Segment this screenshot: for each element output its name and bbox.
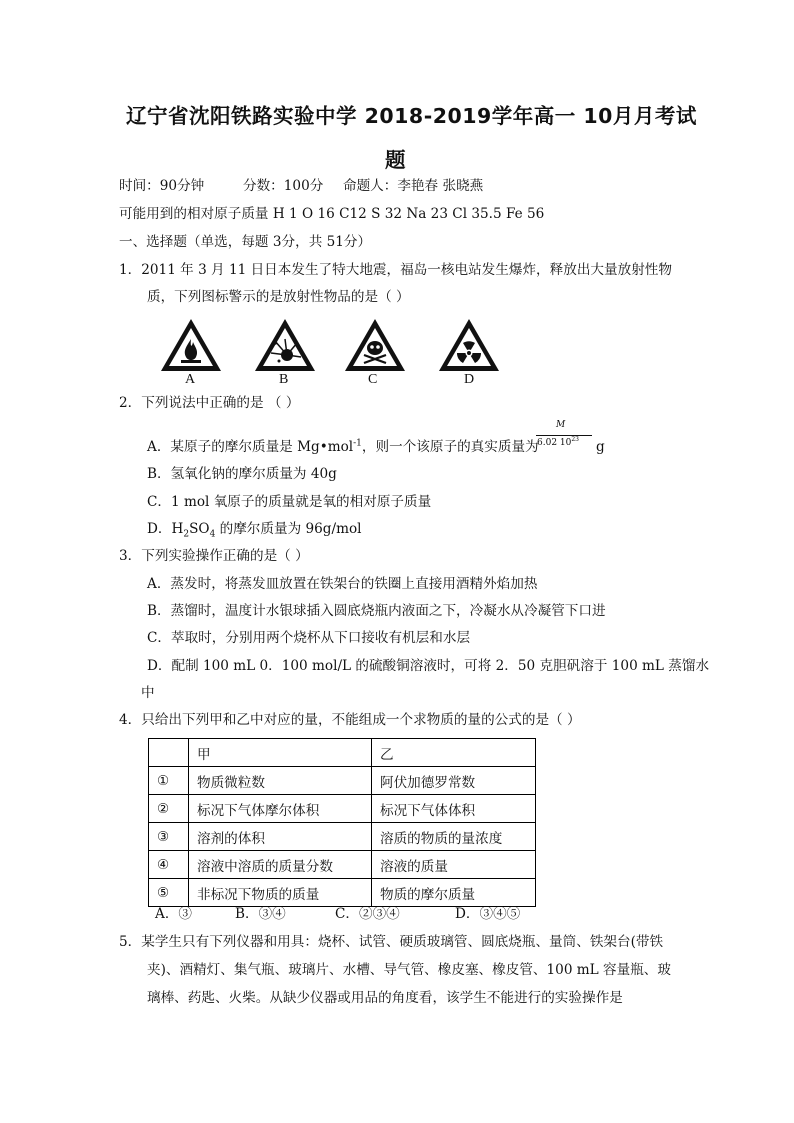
q3-option-b: B．蒸馏时，温度计水银球插入圆底烧瓶内液面之下，冷凝水从冷凝管下口进 — [147, 603, 606, 619]
exam-time: 时间：90分钟 — [119, 178, 205, 194]
table-row — [149, 767, 536, 795]
exam-author: 命题人：李艳春 张晓燕 — [343, 178, 484, 194]
q2-option-a: A．某原子的摩尔质量是 Mg•mol$^{-1}$，则一个该原子的真实质量为 — [147, 438, 539, 455]
atomic-masses: 可能用到的相对原子质量 H 1 O 16 C12 S 32 Na 23 Cl 35.5 Fe 56 — [119, 206, 545, 222]
q2-option-d: D．$H_2SO_4$ 的摩尔质量为 96g/mol — [147, 521, 362, 540]
q4-option-b: B．③④ — [235, 906, 286, 922]
q4-option-a: A．③ — [155, 906, 193, 922]
table-cell: ⑤ — [149, 879, 189, 907]
option-label-d: D — [464, 372, 475, 387]
q5-stem-line3: 璃棒、药匙、火柴。从缺少仪器或用品的角度看，该学生不能进行的实验操作是 — [147, 990, 623, 1006]
table-cell: ② — [149, 795, 189, 823]
q5-stem-line1: 5．某学生只有下列仪器和用具：烧杯、试管、硬质玻璃管、圆底烧瓶、量筒、铁架台(带铁 — [119, 934, 664, 950]
table-row — [149, 851, 536, 879]
q2-stem: 2．下列说法中正确的是 （ ） — [119, 395, 300, 411]
q2-option-b: B．氢氧化钠的摩尔质量为 40g — [147, 466, 337, 482]
section-heading: 一、选择题（单选，每题 3分，共 51分） — [119, 234, 372, 250]
q5-stem-line2: 夹)、酒精灯、集气瓶、玻璃片、水槽、导气管、橡皮塞、橡皮管、100 mL 容量瓶、玻 — [147, 962, 671, 978]
table-cell: ① — [149, 767, 189, 795]
table-cell: 标况下气体摩尔体积 — [189, 795, 372, 823]
table-header-cell: 甲 — [189, 739, 372, 767]
table-cell: ③ — [149, 823, 189, 851]
q3-option-a: A．蒸发时，将蒸发皿放置在铁架台的铁圈上直接用酒精外焰加热 — [147, 576, 538, 592]
q4-stem: 4．只给出下列甲和乙中对应的量，不能组成一个求物质的量的公式的是（ ） — [119, 712, 581, 728]
table-row — [149, 795, 536, 823]
exam-score: 分数：100分 — [243, 178, 324, 194]
fraction-numerator: M — [556, 420, 566, 430]
page-title: 辽宁省沈阳铁路实验中学 2018-2019学年高一 10月月考试 — [126, 104, 697, 128]
q4-option-d: D．③④⑤ — [455, 906, 521, 922]
table-cell: 溶液中溶质的质量分数 — [189, 851, 372, 879]
q3-option-d-continued: 中 — [141, 685, 155, 701]
q3-stem: 3．下列实验操作正确的是（ ） — [119, 548, 309, 564]
table-cell: 物质的摩尔质量 — [372, 879, 536, 907]
q1-stem-line2: 质，下列图标警示的是放射性物品的是（ ） — [147, 289, 410, 305]
q2-option-c: C．1 mol 氧原子的质量就是氧的相对原子质量 — [147, 494, 432, 510]
option-label-b: B — [279, 372, 289, 387]
q2-option-a-unit: g — [596, 439, 605, 455]
table-header-row — [149, 739, 536, 767]
table-cell: 物质微粒数 — [189, 767, 372, 795]
option-label-c: C — [368, 372, 378, 387]
page-title-continued: 题 — [385, 148, 406, 172]
q4-table — [148, 738, 536, 907]
table-cell: 溶质的物质的量浓度 — [372, 823, 536, 851]
table-cell: 溶液的质量 — [372, 851, 536, 879]
table-cell: 非标况下物质的质量 — [189, 879, 372, 907]
q1-stem-line1: 1．2011 年 3 月 11 日日本发生了特大地震，福岛一核电站发生爆炸，释放出大量放射性物 — [119, 262, 672, 278]
table-row — [149, 879, 536, 907]
explosion-icon — [253, 317, 317, 373]
q3-option-c: C．萃取时，分别用两个烧杯从下口接收有机层和水层 — [147, 630, 471, 646]
option-label-a: A — [185, 372, 196, 387]
flame-icon — [159, 317, 223, 373]
table-cell: 阿伏加德罗常数 — [372, 767, 536, 795]
table-header-cell: 乙 — [372, 739, 536, 767]
table-cell: ④ — [149, 851, 189, 879]
radiation-icon — [437, 317, 501, 373]
skull-icon — [343, 317, 407, 373]
fraction-bar — [536, 435, 592, 436]
fraction-denominator: 6.02 $10^{23}$ — [537, 436, 579, 448]
table-row — [149, 823, 536, 851]
table-cell: 标况下气体体积 — [372, 795, 536, 823]
q3-option-d: D．配制 100 mL 0．100 mol/L 的硫酸铜溶液时，可将 2．50 克胆矾溶于 100 mL 蒸馏水 — [147, 658, 710, 674]
table-header-cell — [149, 739, 189, 767]
q4-option-c: C．②③④ — [335, 906, 400, 922]
table-cell: 溶剂的体积 — [189, 823, 372, 851]
